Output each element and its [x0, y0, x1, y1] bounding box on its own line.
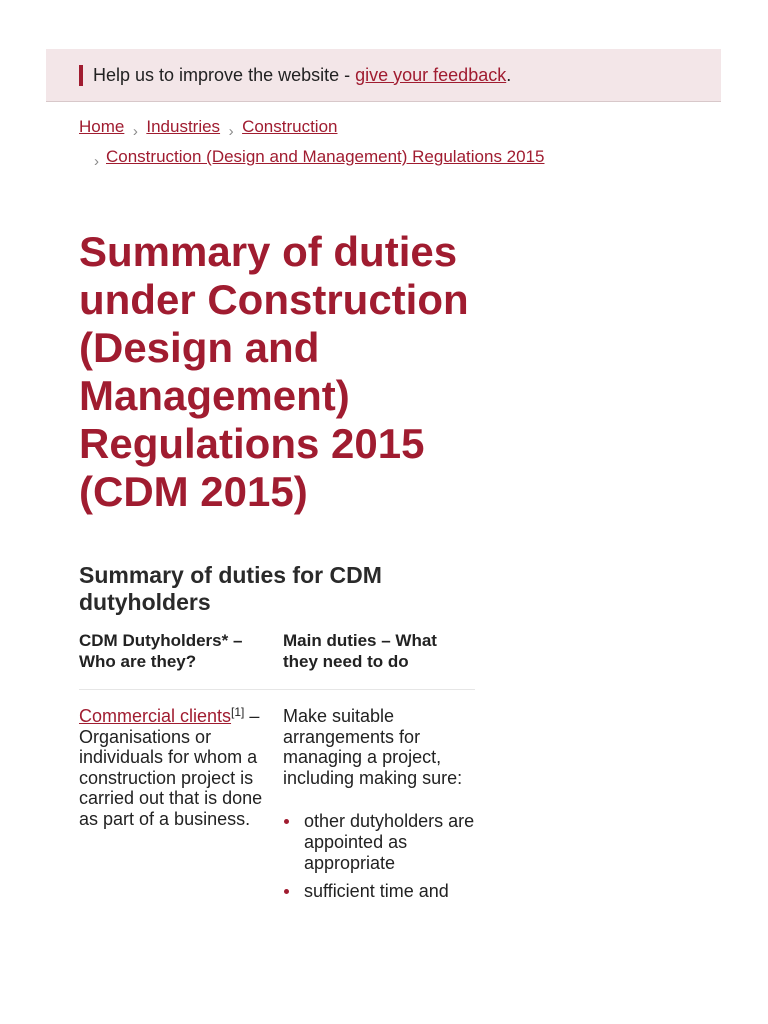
page-title: Summary of duties under Construction (Design and Management) Regulations 2015 (CDM 2015) — [79, 228, 469, 515]
feedback-banner — [46, 49, 721, 102]
duties-cell — [283, 706, 475, 910]
chevron-right-icon: › — [132, 122, 138, 140]
feedback-link[interactable]: give your feedback — [355, 64, 507, 85]
breadcrumb-cdm-2015[interactable]: Construction (Design and Management) Regulations 2015 — [106, 147, 545, 166]
table-header-row — [79, 630, 475, 690]
breadcrumb — [79, 114, 679, 170]
footnote-ref[interactable]: [1] — [231, 705, 245, 719]
commercial-clients-link[interactable]: Commercial clients — [79, 706, 232, 726]
breadcrumb-industries[interactable]: Industries — [146, 117, 221, 136]
duties-intro: Make suitable arrangements for managing a project, including making sure: — [283, 706, 463, 788]
banner-text — [93, 65, 511, 86]
chevron-right-icon: › — [228, 122, 234, 140]
banner-suffix: . — [506, 64, 512, 85]
dutyholder-cell — [79, 706, 283, 910]
table-row — [79, 690, 475, 910]
list-item: sufficient time and — [283, 881, 475, 902]
section-heading: Summary of duties for CDM dutyholders — [79, 562, 382, 615]
column-header-main-duties: Main duties – What they need to do — [283, 631, 437, 671]
duties-table — [79, 630, 475, 910]
dutyholder-description: – Organisations or individuals for whom a construction project is carried out that is done as part of a business. — [79, 706, 263, 829]
list-item: other dutyholders are appointed as appropriate — [283, 811, 475, 873]
banner-prefix: Help us to improve the website - — [93, 64, 356, 85]
chevron-right-icon: › — [94, 152, 99, 170]
breadcrumb-home[interactable]: Home — [79, 117, 125, 136]
duties-list — [283, 811, 475, 901]
column-header-dutyholders: CDM Dutyholders* – Who are they? — [79, 631, 243, 671]
banner-accent-bar — [79, 65, 83, 86]
breadcrumb-construction[interactable]: Construction — [242, 117, 338, 136]
